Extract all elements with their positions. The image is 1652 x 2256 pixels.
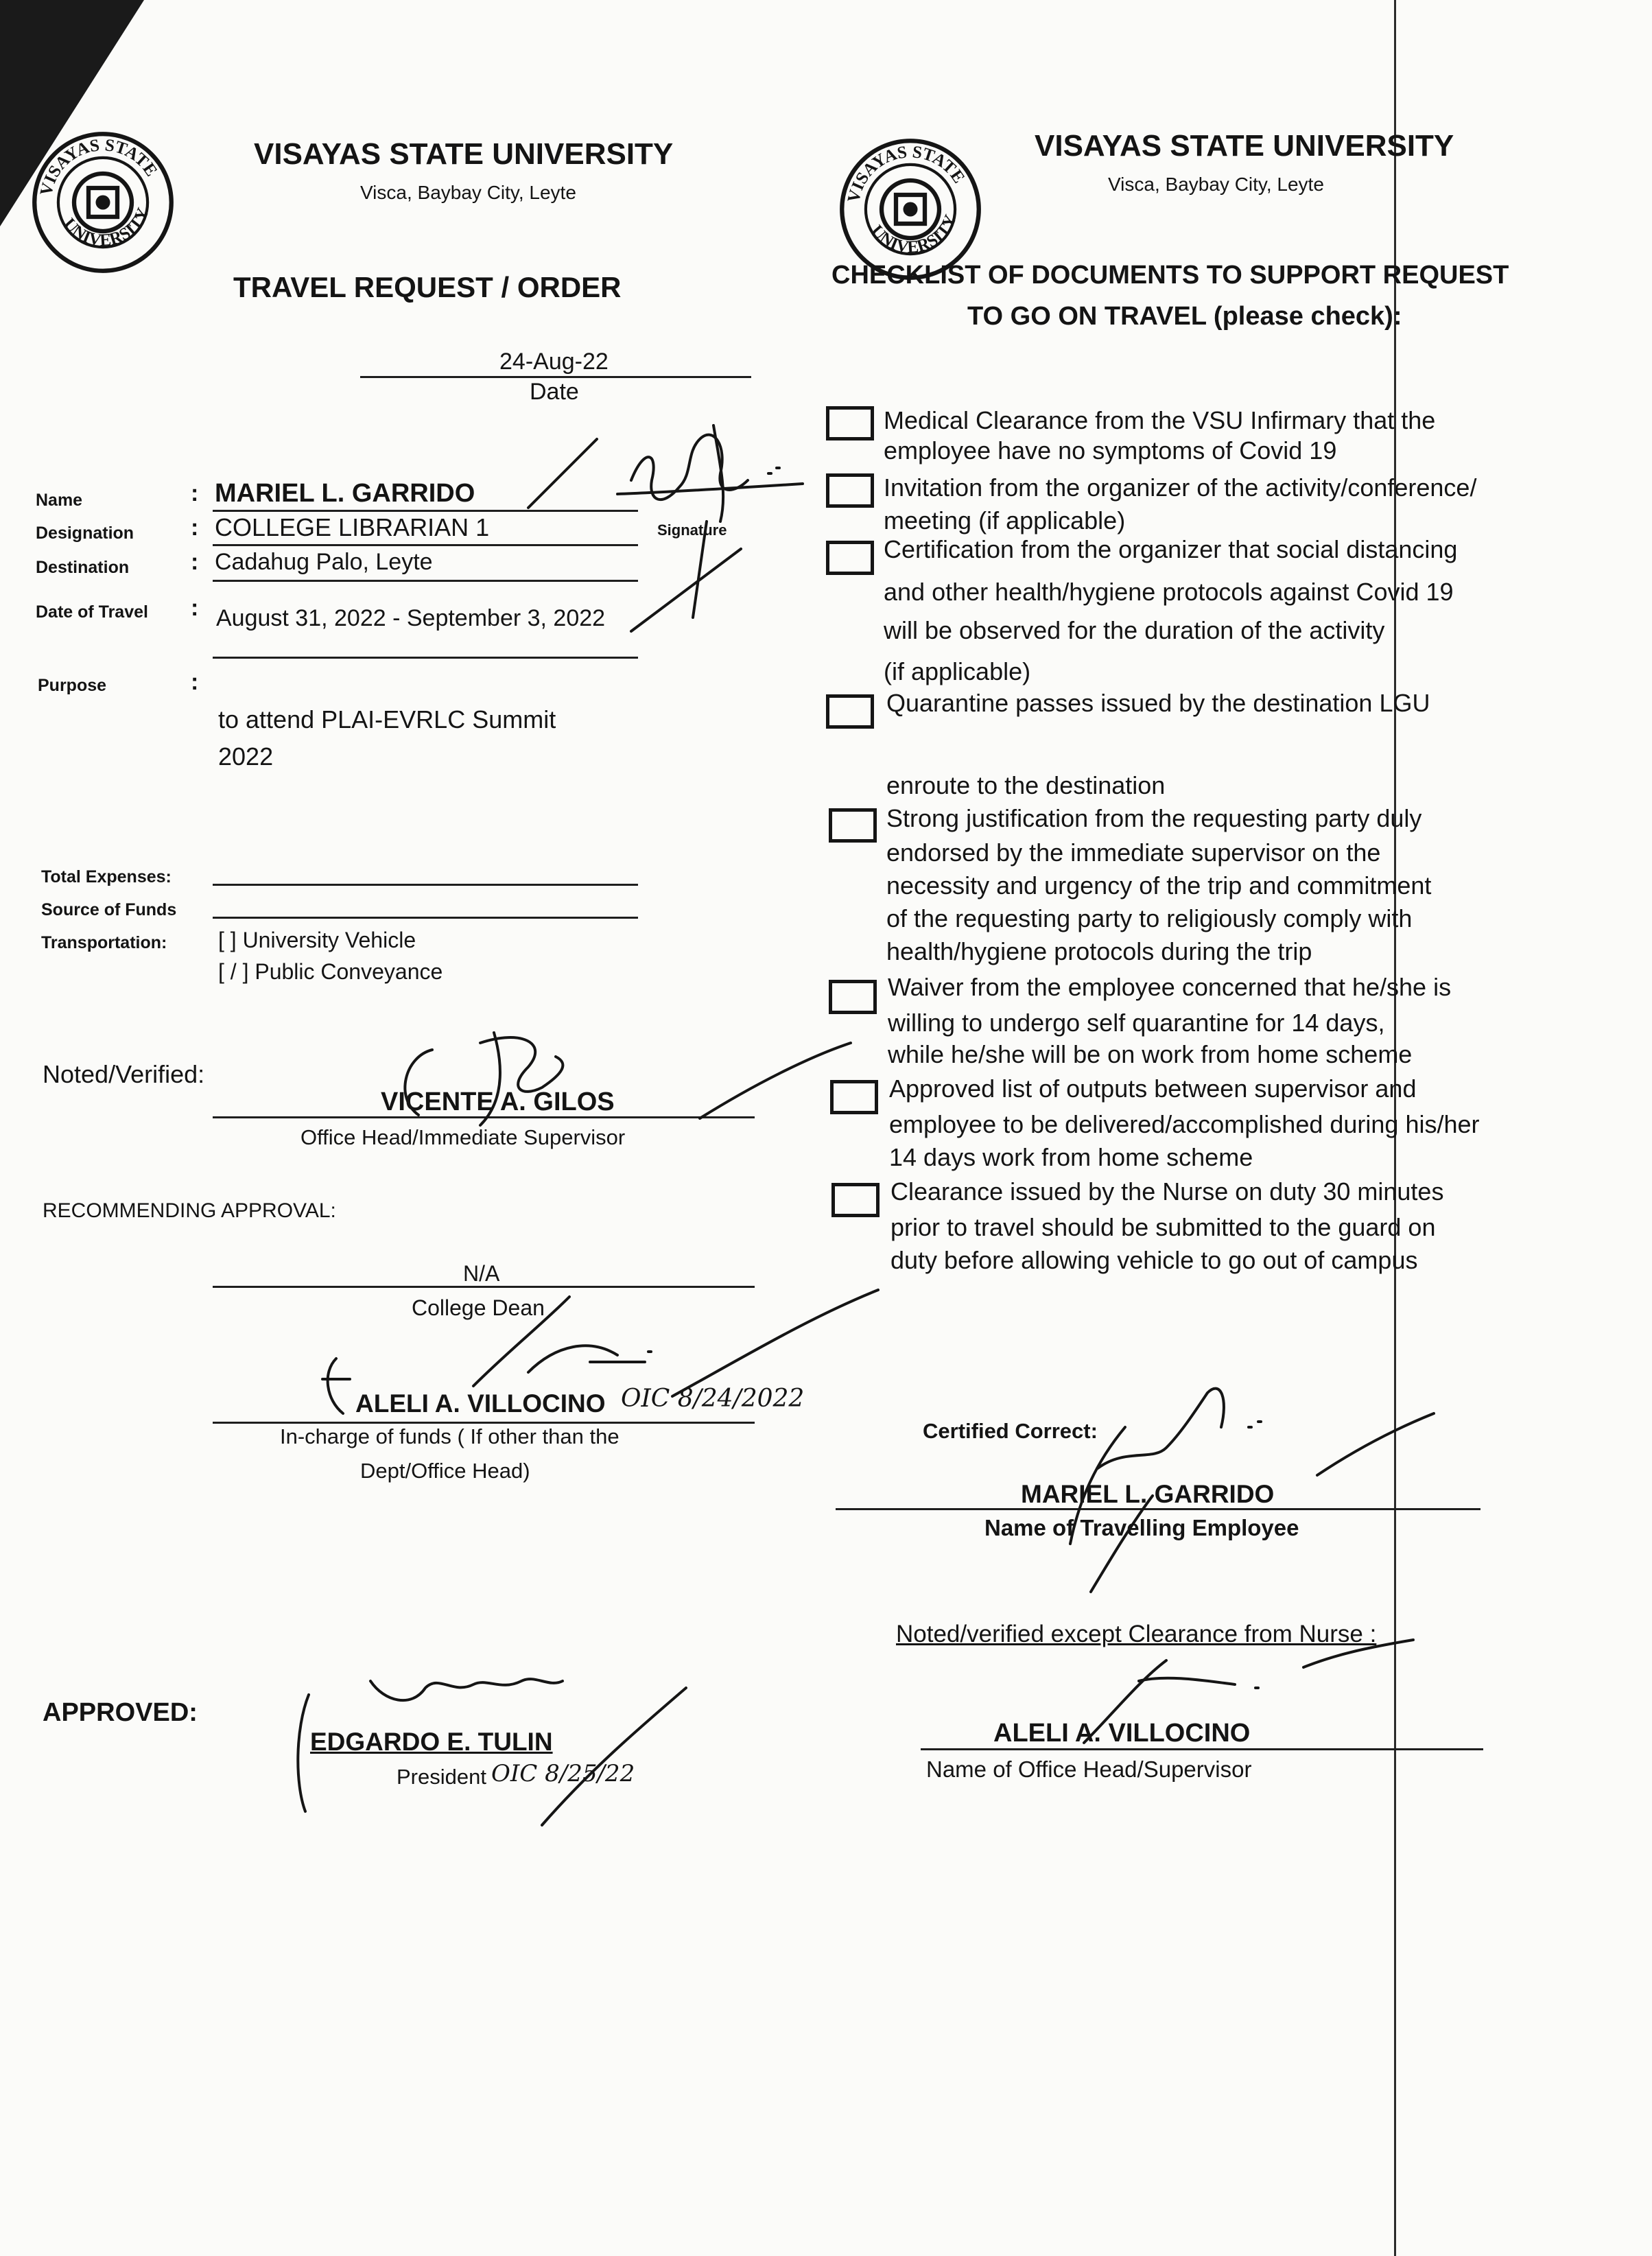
- transport-option-university-vehicle: [ ] University Vehicle: [218, 928, 416, 952]
- purpose-line-2: 2022: [218, 742, 274, 771]
- name-underline: [213, 510, 638, 512]
- employee-underline: [836, 1508, 1480, 1510]
- checklist-item-text: Certification from the organizer that social distancing: [884, 535, 1458, 563]
- checklist-item-text: willing to undergo self quarantine for 14 days,: [888, 1009, 1385, 1037]
- checklist-item-text: employee have no symptoms of Covid 19: [884, 436, 1337, 465]
- checklist-item-text: necessity and urgency of the trip and commitment: [886, 871, 1432, 900]
- noted-verified-label: Noted/Verified:: [43, 1060, 205, 1088]
- checklist-checkbox-nurse-clearance[interactable]: [831, 1183, 880, 1217]
- checklist-checkbox-justification[interactable]: [829, 808, 877, 843]
- checklist-item-text: Medical Clearance from the VSU Infirmary that the: [884, 406, 1436, 434]
- checklist-item-text: of the requesting party to religiously comply with: [886, 904, 1413, 932]
- colon: :: [191, 480, 199, 506]
- university-name-right: VISAYAS STATE UNIVERSITY: [1035, 129, 1454, 163]
- name-value: MARIEL L. GARRIDO: [215, 479, 475, 508]
- checklist-checkbox-quarantine-passes[interactable]: [826, 694, 874, 729]
- date-of-travel-underline: [213, 657, 638, 659]
- funds-incharge-name: ALELI A. VILLOCINO: [355, 1389, 606, 1418]
- name-label: Name: [36, 491, 83, 510]
- university-address-left: Visca, Baybay City, Leyte: [360, 182, 576, 203]
- checklist-item-text: Approved list of outputs between supervisor and: [889, 1074, 1417, 1103]
- date-label: Date: [530, 379, 579, 405]
- date-underline: [360, 376, 751, 378]
- request-date-value: 24-Aug-22: [499, 349, 609, 375]
- designation-label: Designation: [36, 524, 134, 543]
- checklist-item-text: duty before allowing vehicle to go out of campus: [890, 1246, 1418, 1274]
- checklist-item-text: Strong justification from the requesting party duly: [886, 804, 1422, 832]
- total-expenses-underline: [213, 884, 638, 886]
- source-of-funds-label: Source of Funds: [41, 900, 177, 919]
- university-seal-right: [838, 137, 982, 281]
- svg-text:UNIVERSITY: UNIVERSITY: [867, 212, 960, 257]
- checklist-title-line-1: CHECKLIST OF DOCUMENTS TO SUPPORT REQUEST: [831, 261, 1509, 290]
- dean-value: N/A: [463, 1261, 500, 1286]
- checklist-item-text: and other health/hygiene protocols against Covid 19: [884, 578, 1454, 606]
- svg-text:VISAYAS STATE: VISAYAS STATE: [36, 136, 161, 198]
- svg-text:VISAYAS STATE: VISAYAS STATE: [844, 143, 969, 204]
- office-head-title: Name of Office Head/Supervisor: [926, 1756, 1252, 1782]
- office-head-underline: [921, 1748, 1483, 1750]
- president-title: President: [397, 1765, 486, 1789]
- checklist-item-text: while he/she will be on work from home scheme: [888, 1040, 1413, 1068]
- noted-underline: [213, 1116, 755, 1118]
- recommending-approval-label: RECOMMENDING APPROVAL:: [43, 1199, 336, 1222]
- colon: :: [191, 515, 199, 541]
- funds-title-line-2: Dept/Office Head): [360, 1459, 530, 1483]
- checklist-item-text: 14 days work from home scheme: [889, 1143, 1253, 1171]
- checklist-item-text: enroute to the destination: [886, 771, 1166, 799]
- transportation-label: Transportation:: [41, 933, 167, 952]
- transport-option-public-conveyance: [ / ] Public Conveyance: [218, 959, 443, 984]
- checklist-item-text: Quarantine passes issued by the destination LGU: [886, 689, 1430, 717]
- checklist-checkbox-approved-outputs[interactable]: [830, 1080, 878, 1114]
- dean-underline: [213, 1286, 755, 1288]
- president-annotation: OIC 8/25/22: [491, 1760, 635, 1787]
- approved-label: APPROVED:: [43, 1698, 198, 1727]
- checklist-item-text: meeting (if applicable): [884, 506, 1126, 534]
- purpose-label: Purpose: [38, 676, 107, 695]
- university-seal-left: [31, 130, 175, 274]
- funds-underline: [213, 1422, 755, 1424]
- certified-correct-label: Certified Correct:: [923, 1419, 1098, 1443]
- checklist-item-text: Waiver from the employee concerned that he/she is: [888, 973, 1452, 1001]
- president-name: EDGARDO E. TULIN: [310, 1728, 553, 1756]
- checklist-item-text: Invitation from the organizer of the activity/conference/: [884, 473, 1477, 502]
- source-of-funds-underline: [213, 917, 638, 919]
- checklist-item-text: (if applicable): [884, 657, 1031, 685]
- checklist-checkbox-certification[interactable]: [826, 541, 874, 575]
- travelling-employee-title: Name of Travelling Employee: [984, 1515, 1299, 1540]
- checklist-checkbox-medical-clearance[interactable]: [826, 406, 874, 440]
- checklist-item-text: employee to be delivered/accomplished during his/her: [889, 1110, 1480, 1138]
- checklist-checkbox-waiver[interactable]: [829, 980, 877, 1014]
- checklist-item-text: will be observed for the duration of the activity: [884, 616, 1385, 644]
- destination-value: Cadahug Palo, Leyte: [215, 549, 433, 575]
- colon: :: [191, 549, 199, 575]
- checklist-checkbox-invitation[interactable]: [826, 473, 874, 508]
- funds-title-line-1: In-charge of funds ( If other than the: [280, 1424, 620, 1448]
- checklist-title-line-2: TO GO ON TRAVEL (please check):: [967, 302, 1402, 331]
- date-of-travel-label: Date of Travel: [36, 602, 148, 622]
- designation-underline: [213, 544, 638, 546]
- destination-label: Destination: [36, 558, 130, 577]
- office-head-name: ALELI A. VILLOCINO: [993, 1719, 1251, 1748]
- noted-except-label: Noted/verified except Clearance from Nurse :: [896, 1621, 1377, 1647]
- checklist-item-text: endorsed by the immediate supervisor on the: [886, 838, 1381, 867]
- dean-title: College Dean: [412, 1295, 545, 1320]
- total-expenses-label: Total Expenses:: [41, 867, 172, 886]
- designation-value: COLLEGE LIBRARIAN 1: [215, 513, 490, 541]
- svg-text:UNIVERSITY: UNIVERSITY: [60, 205, 153, 250]
- destination-underline: [213, 580, 638, 582]
- form-title: TRAVEL REQUEST / ORDER: [233, 271, 622, 303]
- noted-title: Office Head/Immediate Supervisor: [300, 1125, 626, 1149]
- travelling-employee-name: MARIEL L. GARRIDO: [1021, 1480, 1275, 1508]
- checklist-item-text: health/hygiene protocols during the trip: [886, 937, 1312, 965]
- purpose-line-1: to attend PLAI-EVRLC Summit: [218, 705, 556, 733]
- colon: :: [191, 669, 199, 695]
- funds-annotation: OIC 8/24/2022: [621, 1385, 805, 1413]
- signature-label: Signature: [657, 521, 727, 539]
- date-of-travel-value: August 31, 2022 - September 3, 2022: [216, 605, 606, 631]
- university-name-left: VISAYAS STATE UNIVERSITY: [254, 137, 674, 171]
- colon: :: [191, 595, 199, 621]
- university-address-right: Visca, Baybay City, Leyte: [1108, 174, 1324, 195]
- checklist-item-text: Clearance issued by the Nurse on duty 30 minutes: [890, 1177, 1444, 1206]
- noted-name: VICENTE A. GILOS: [381, 1088, 615, 1116]
- checklist-item-text: prior to travel should be submitted to the guard on: [890, 1213, 1436, 1241]
